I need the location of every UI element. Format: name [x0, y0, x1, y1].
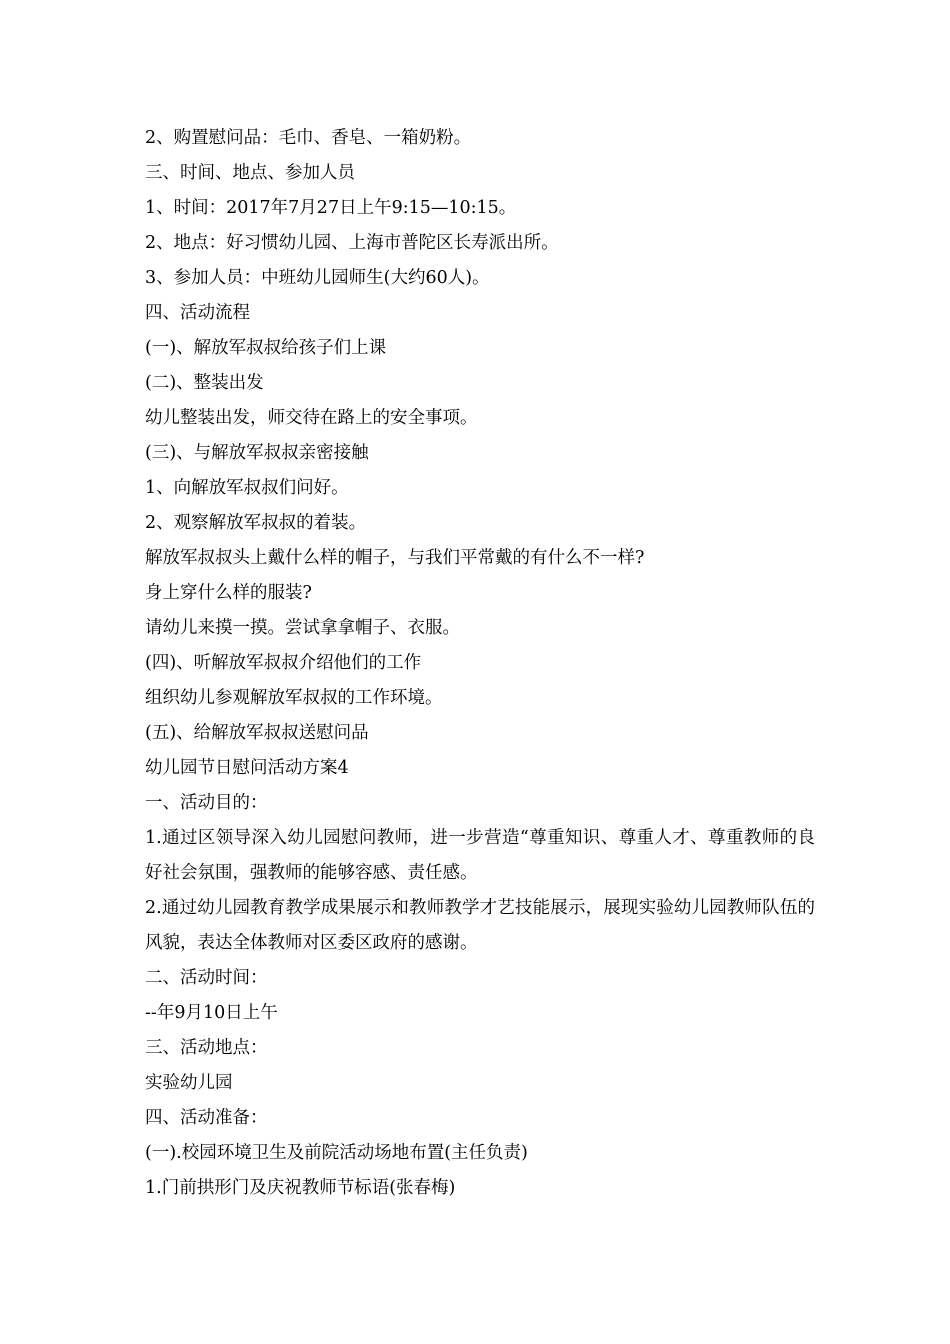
text-line: 3、参加人员：中班幼儿园师生(大约60人)。	[145, 268, 490, 288]
text-line: 1.门前拱形门及庆祝教师节标语(张春梅)	[145, 1178, 456, 1198]
text-line: 1、向解放军叔叔们问好。	[145, 478, 349, 498]
document-body	[145, 121, 815, 1206]
subsection-heading: (五)、给解放军叔叔送慰问品	[145, 723, 369, 743]
section-heading: 四、活动准备：	[145, 1108, 268, 1128]
text-line: 实验幼儿园	[145, 1073, 233, 1093]
text-line: 组织幼儿参观解放军叔叔的工作环境。	[145, 688, 443, 708]
text-line: 幼儿整装出发，师交待在路上的安全事项。	[145, 408, 478, 428]
subsection-heading: (二)、整装出发	[145, 373, 264, 393]
text-line: 身上穿什么样的服装?	[145, 583, 312, 603]
section-heading: 一、活动目的：	[145, 793, 268, 813]
subsection-heading: (三)、与解放军叔叔亲密接触	[145, 443, 369, 463]
document-title: 幼儿园节日慰问活动方案4	[145, 758, 349, 778]
text-line: 2、购置慰问品：毛巾、香皂、一箱奶粉。	[145, 128, 472, 148]
subsection-heading: (一).校园环境卫生及前院活动场地布置(主任负责)	[145, 1143, 528, 1163]
text-line: 2、观察解放军叔叔的着装。	[145, 513, 367, 533]
text-line: 请幼儿来摸一摸。尝试拿拿帽子、衣服。	[145, 618, 460, 638]
section-heading: 三、时间、地点、参加人员	[145, 163, 355, 183]
section-heading: 三、活动地点：	[145, 1038, 268, 1058]
section-heading: 四、活动流程	[145, 303, 250, 323]
text-line: 2、地点：好习惯幼儿园、上海市普陀区长寿派出所。	[145, 233, 559, 253]
text-line: 解放军叔叔头上戴什么样的帽子，与我们平常戴的有什么不一样?	[145, 548, 645, 568]
paragraph: 2.通过幼儿园教育教学成果展示和教师教学才艺技能展示，展现实验幼儿园教师队伍的风貌，表达全体教师对区委区政府的感谢。	[145, 898, 815, 953]
text-line: 1、时间：2017年7月27日上午9:15—10:15。	[145, 198, 517, 218]
section-heading: 二、活动时间：	[145, 968, 268, 988]
subsection-heading: (一)、解放军叔叔给孩子们上课	[145, 338, 387, 358]
paragraph: 1.通过区领导深入幼儿园慰问教师，进一步营造“尊重知识、尊重人才、尊重教师的良好社会氛围，强教师的能够容感、责任感。	[145, 828, 815, 883]
subsection-heading: (四)、听解放军叔叔介绍他们的工作	[145, 653, 422, 673]
text-line: --年9月10日上午	[145, 1003, 278, 1023]
